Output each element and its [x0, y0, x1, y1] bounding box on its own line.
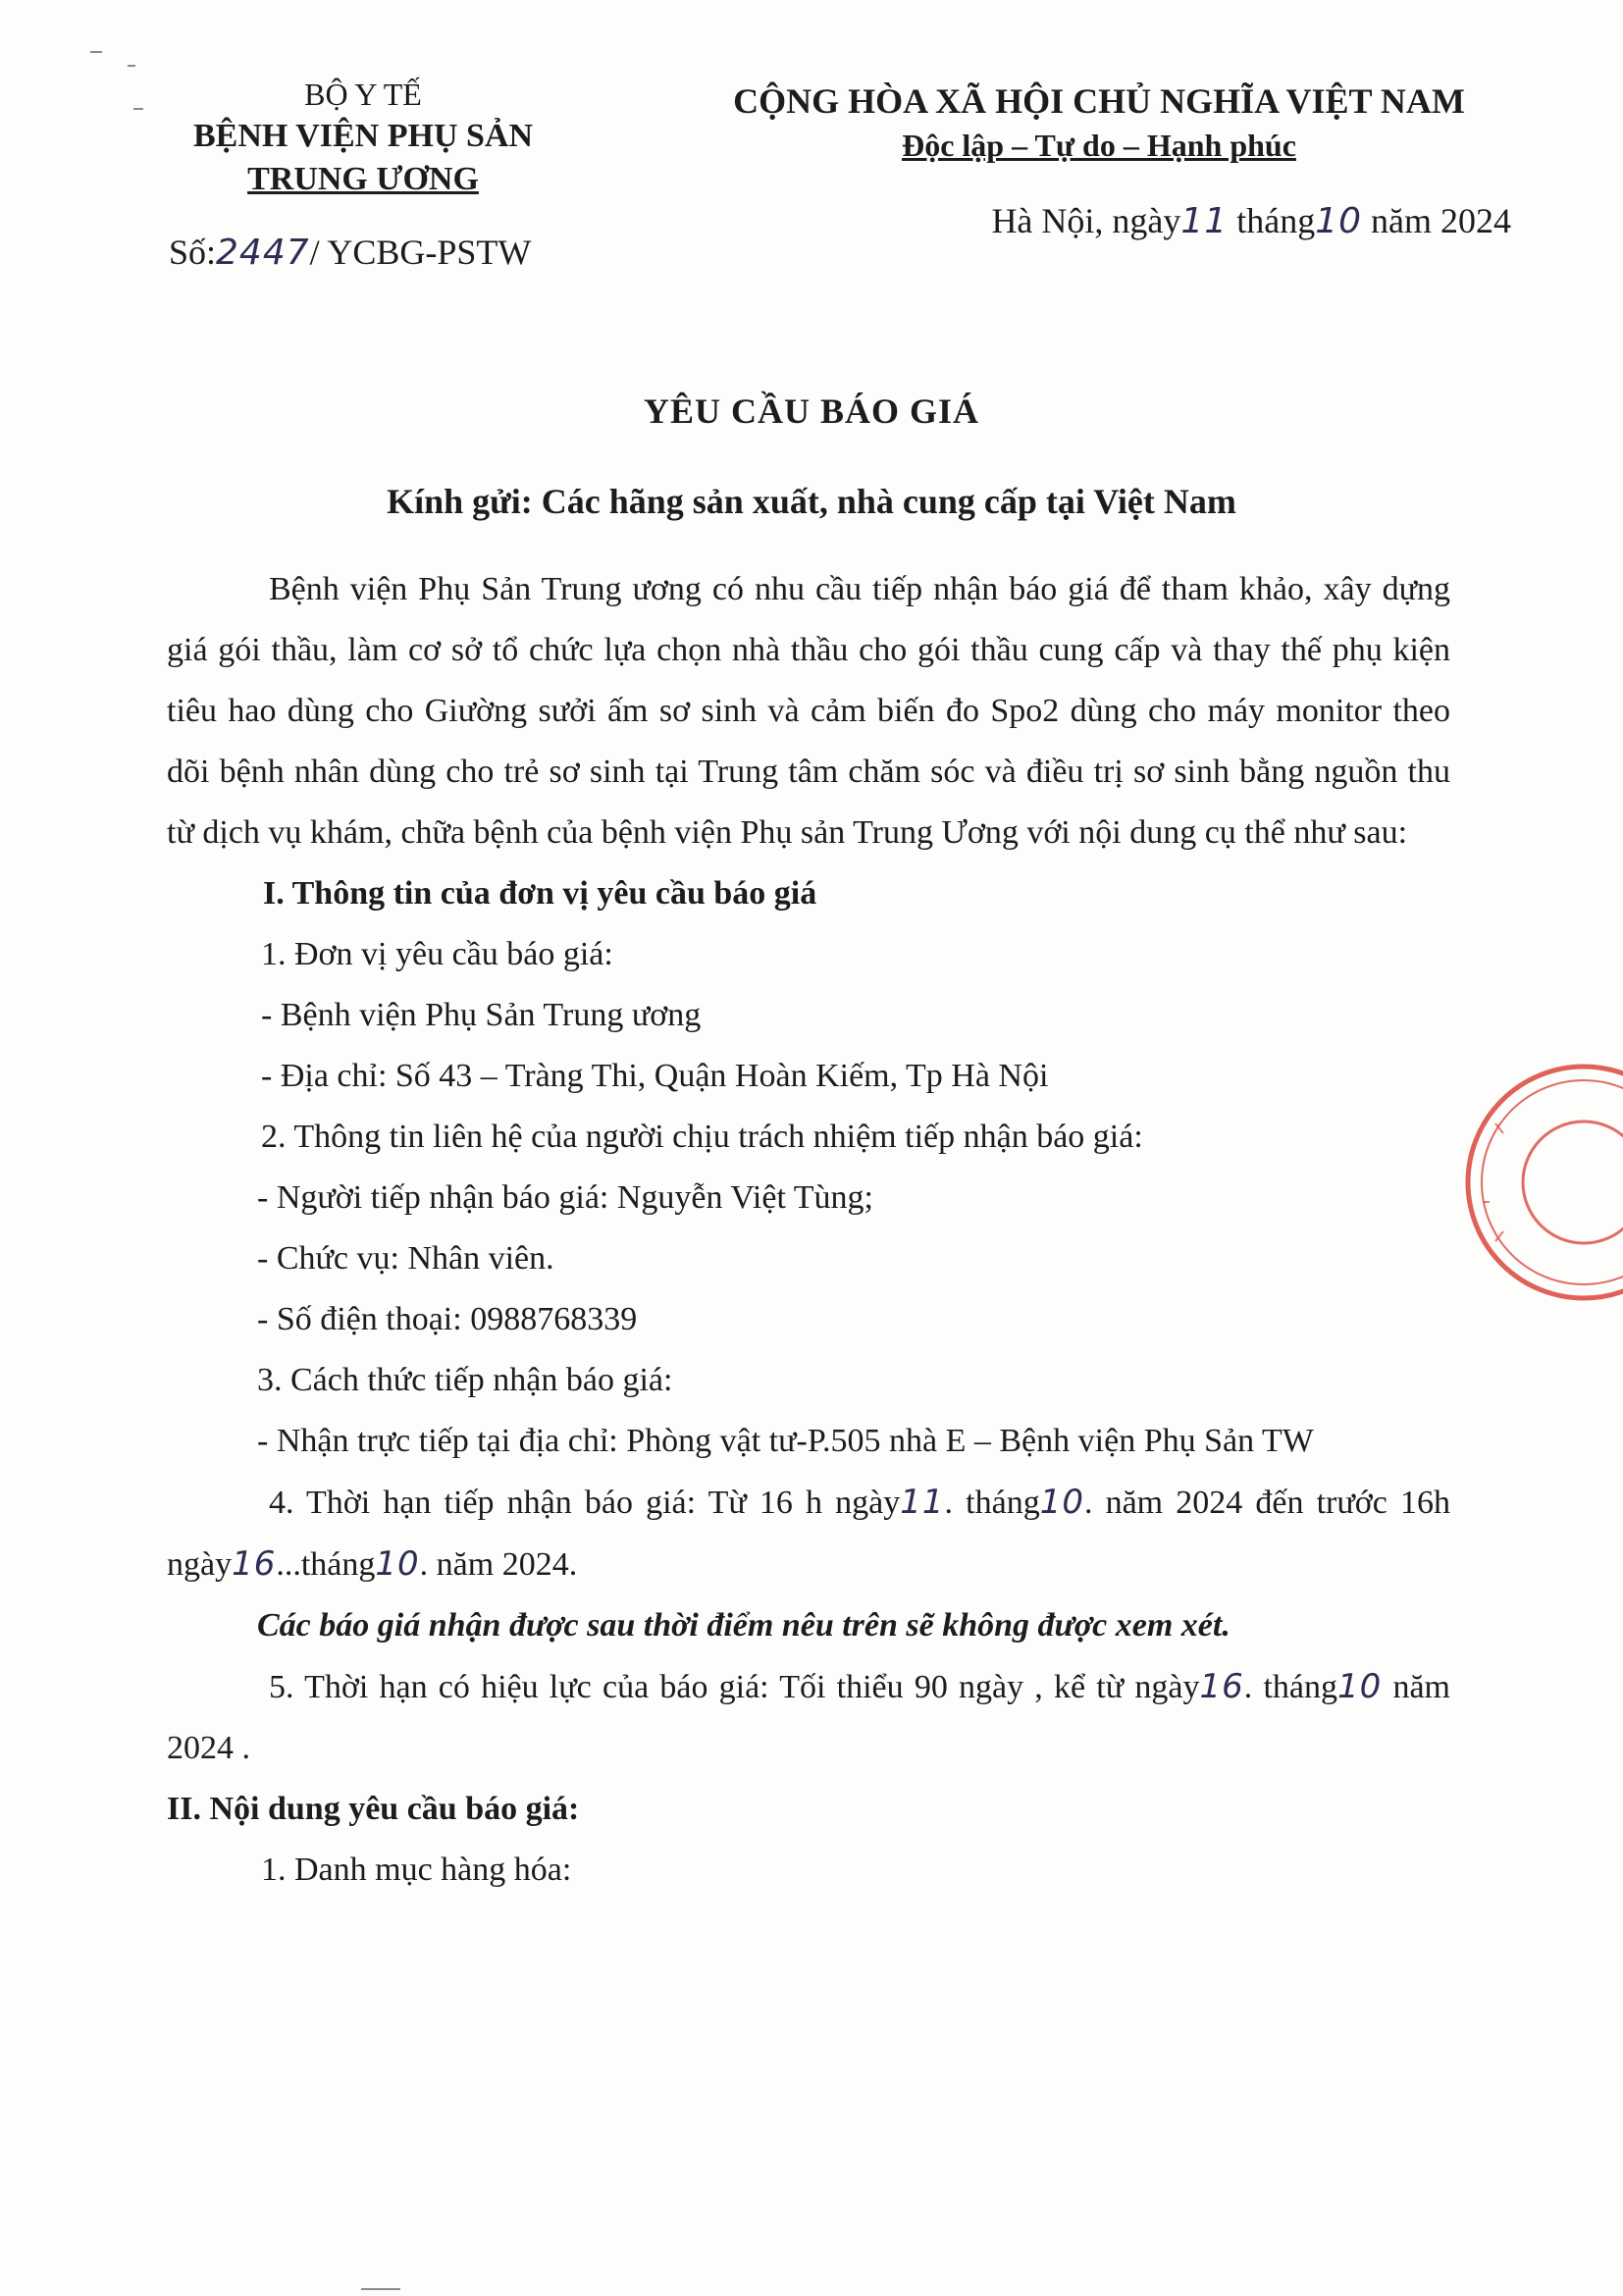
document-number-prefix: Số: [169, 233, 217, 272]
recipient-line: Kính gửi: Các hãng sản xuất, nhà cung cấp tại Việt Nam [387, 482, 1236, 521]
receiver-position: - Chức vụ: Nhân viên. [257, 1240, 554, 1277]
ministry-name: BỘ Y TẾ [304, 77, 422, 112]
scan-speck [90, 51, 102, 53]
section2-item1: 1. Danh mục hàng hóa: [261, 1852, 572, 1888]
item5-text-b: . tháng [1243, 1669, 1337, 1705]
nation-title: CỘNG HÒA XÃ HỘI CHỦ NGHĨA VIỆT NAM [733, 81, 1465, 121]
item4-text-d: ...tháng [276, 1546, 376, 1583]
document-number-handwritten: 2447 [216, 233, 310, 273]
date-prefix: Hà Nội, ngày [991, 201, 1181, 240]
document-body [167, 559, 1450, 1901]
section1-item5 [167, 1656, 1450, 1779]
item5-text-c: năm 2024 . [167, 1669, 1451, 1766]
item4-text-c: . năm 2024 đến trước 16h ngày [167, 1485, 1450, 1583]
date-day-handwritten: 11 [1180, 201, 1229, 241]
intro-paragraph: Bệnh viện Phụ Sản Trung ương có nhu cầu tiếp nhận báo giá để tham khảo, xây dựng giá gói thầu, làm cơ sở tổ chức lựa chọn nhà thầu cho gói thầu cung cấp và thay thế phụ kiện tiêu hao dùng cho Giường sưởi ấm sơ sinh và cảm biến đo Spo2 dùng cho máy monitor theo dõi bệnh nhân dùng cho trẻ sơ sinh tại Trung tâm chăm sóc và điều trị sơ sinh bằng nguồn thu từ dịch vụ khám, chữa bệnh của bệnh viện Phụ sản Trung Ương với nội dung cụ thể như sau: [167, 571, 1450, 851]
late-quote-note: Các báo giá nhận được sau thời điểm nêu trên sẽ không được xem xét. [257, 1607, 1230, 1644]
document-number-suffix: / YCBG-PSTW [309, 233, 532, 272]
item5-month-handwritten: 10 [1337, 1667, 1383, 1706]
scan-speck [128, 65, 135, 67]
item5-day-handwritten: 16 [1199, 1667, 1244, 1706]
unit-name: - Bệnh viện Phụ Sản Trung ương [261, 997, 702, 1033]
item4-month2-handwritten: 10 [375, 1544, 420, 1584]
item5-text-a: 5. Thời hạn có hiệu lực của báo giá: Tối thiểu 90 ngày , kể từ ngày [269, 1669, 1200, 1705]
item4-text-b: . tháng [944, 1485, 1040, 1521]
section1-item1: 1. Đơn vị yêu cầu báo giá: [261, 936, 613, 972]
section1-item3: 3. Cách thức tiếp nhận báo giá: [257, 1362, 673, 1398]
receiving-method: - Nhận trực tiếp tại địa chỉ: Phòng vật tư-P.505 nhà E – Bệnh viện Phụ Sản TW [257, 1423, 1314, 1459]
item4-month1-handwritten: 10 [1039, 1483, 1084, 1522]
item4-day1-handwritten: 11 [900, 1483, 945, 1522]
document-number [169, 232, 531, 273]
official-stamp [1456, 1055, 1623, 1310]
section1-item4 [167, 1472, 1450, 1595]
date-month-label: tháng [1236, 201, 1316, 240]
section2-heading: II. Nội dung yêu cầu báo giá: [167, 1791, 580, 1827]
item4-text-e: . năm 2024. [419, 1546, 578, 1583]
item4-text-a: 4. Thời hạn tiếp nhận báo giá: Từ 16 h ngày [269, 1485, 901, 1521]
hospital-name-line1: BỆNH VIỆN PHỤ SẢN [192, 118, 534, 154]
date-year: năm 2024 [1371, 201, 1511, 240]
hospital-name-line2: TRUNG ƯƠNG [247, 161, 479, 197]
scan-speck [361, 2288, 400, 2290]
receiver-phone: - Số điện thoại: 0988768339 [257, 1301, 638, 1337]
place-and-date [883, 200, 1511, 241]
date-month-handwritten: 10 [1315, 201, 1363, 241]
scan-speck [133, 108, 143, 110]
section1-item2: 2. Thông tin liên hệ của người chịu trách nhiệm tiếp nhận báo giá: [261, 1119, 1143, 1155]
section1-heading: I. Thông tin của đơn vị yêu cầu báo giá [263, 875, 817, 912]
item4-day2-handwritten: 16 [232, 1544, 277, 1584]
receiver-name: - Người tiếp nhận báo giá: Nguyễn Việt Tùng; [257, 1179, 874, 1216]
national-motto: Độc lập – Tự do – Hạnh phúc [902, 128, 1296, 163]
unit-address: - Địa chỉ: Số 43 – Tràng Thi, Quận Hoàn Kiếm, Tp Hà Nội [261, 1058, 1049, 1094]
document-title: YÊU CẦU BÁO GIÁ [643, 391, 980, 431]
